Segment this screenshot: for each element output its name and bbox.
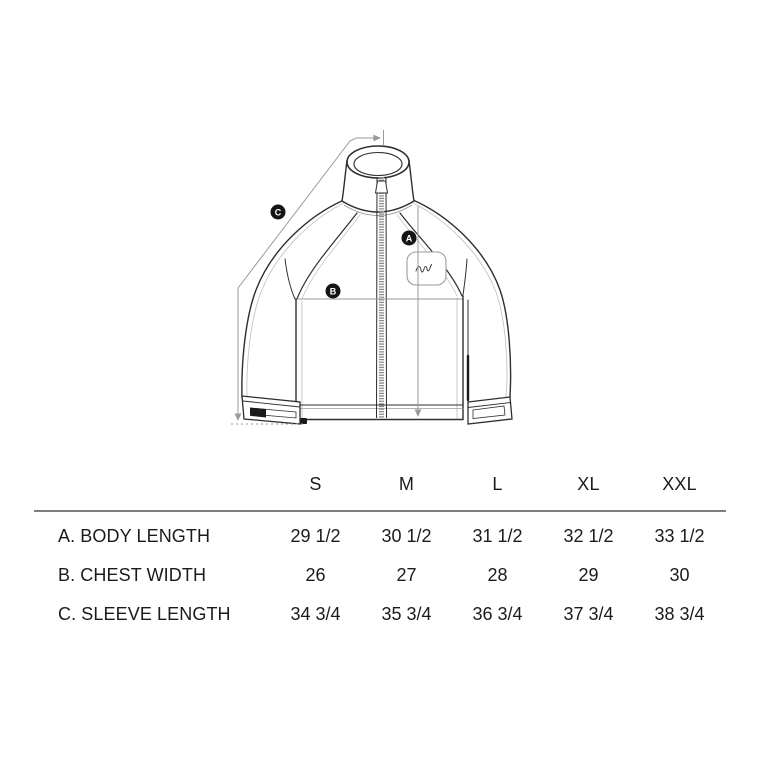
- marker-b-badge: [326, 284, 341, 299]
- size-value-cell: 37 3/4: [563, 604, 614, 624]
- left-cuff: [242, 396, 300, 424]
- size-value-cell: 33 1/2: [654, 526, 705, 546]
- row-label: B. CHEST WIDTH: [58, 565, 207, 585]
- table-divider: [34, 510, 726, 512]
- size-value-cell: 30 1/2: [381, 526, 432, 546]
- marker-c-label: C: [274, 207, 282, 218]
- size-value-cell: 26: [305, 565, 326, 585]
- column-header-xxl: XXL: [662, 474, 697, 494]
- size-value-cell: 32 1/2: [563, 526, 614, 546]
- arrow-right-icon: [373, 135, 381, 142]
- column-header-m: M: [398, 474, 415, 494]
- marker-a-badge: [402, 231, 417, 246]
- arrow-down-icon: [415, 410, 422, 418]
- arrow-down-icon: [235, 414, 242, 422]
- marker-b-label: B: [329, 286, 337, 297]
- zipper: [376, 177, 388, 418]
- size-value-cell: 35 3/4: [381, 604, 432, 624]
- size-value-cell: 36 3/4: [472, 604, 523, 624]
- right-cuff: [468, 397, 512, 424]
- size-value-cell: 34 3/4: [290, 604, 341, 624]
- row-label: A. BODY LENGTH: [58, 526, 211, 546]
- size-value-cell: 38 3/4: [654, 604, 705, 624]
- marker-a-label: A: [405, 233, 413, 244]
- marker-c-badge: [271, 205, 286, 220]
- size-value-cell: 28: [487, 565, 508, 585]
- size-chart-header-row: [34, 468, 726, 501]
- column-header-l: L: [492, 474, 503, 494]
- size-value-cell: 30: [669, 565, 690, 585]
- size-value-cell: 29: [578, 565, 599, 585]
- table-row-sleeve-length: [34, 595, 726, 634]
- column-header-xl: XL: [577, 474, 600, 494]
- table-row-body-length: [34, 517, 726, 556]
- size-value-cell: 27: [396, 565, 417, 585]
- chest-patch: [407, 252, 446, 285]
- size-value-cell: 31 1/2: [472, 526, 523, 546]
- size-chart-table: [34, 468, 726, 634]
- size-value-cell: 29 1/2: [290, 526, 341, 546]
- column-header-s: S: [309, 474, 322, 494]
- row-label: C. SLEEVE LENGTH: [58, 604, 231, 624]
- zipper-pull: [376, 181, 388, 193]
- table-row-chest-width: [34, 556, 726, 595]
